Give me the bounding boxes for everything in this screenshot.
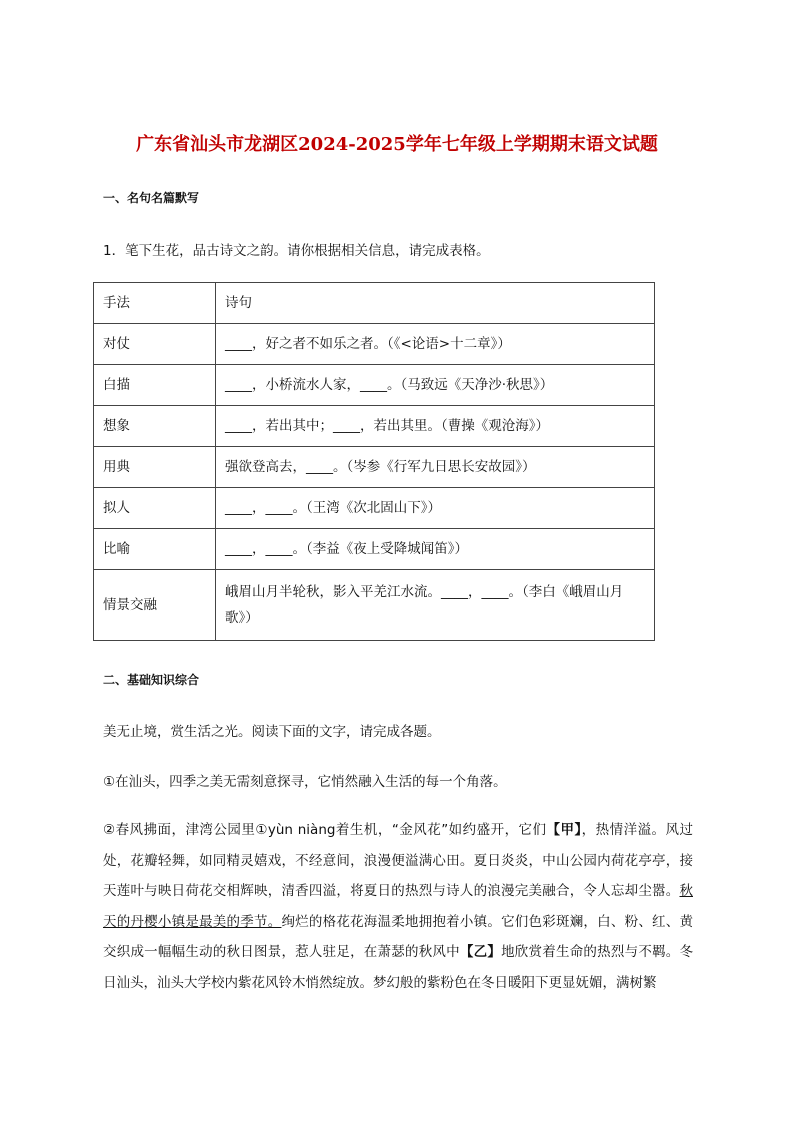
- paragraph-2-text: ，热情洋溢。风过处，花瓣轻舞，如同精灵嬉戏，不经意间，浪漫便溢满心田。夏日炎炎，中山公园内荷花亭亭，接天莲叶与映日荷花交相辉映，清香四溢，将夏日的热烈与诗人的浪漫完美融合，令人忘却尘嚣。: [103, 822, 693, 899]
- paragraph-2-text: ①yùn niàng着生机，“金风花”如约盛开，它们: [255, 822, 547, 838]
- table-row: [94, 447, 655, 488]
- blank-marker-jia: 【甲】: [546, 822, 582, 838]
- table-row: [94, 570, 655, 641]
- table-header-row: [94, 283, 655, 324]
- table-row: [94, 365, 655, 406]
- section-heading-1: 一、名句名篇默写: [103, 191, 200, 205]
- table-row: [94, 488, 655, 529]
- technique-cell: 情景交融: [94, 570, 216, 641]
- paragraph-1: ①在汕头，四季之美无需刻意探寻，它悄然融入生活的每一个角落。: [103, 774, 507, 790]
- table-row: [94, 324, 655, 365]
- table-row: [94, 406, 655, 447]
- verse-cell: ____，____。（王湾《次北固山下》）: [216, 488, 655, 529]
- verse-cell: ____，____。（李益《夜上受降城闻笛》）: [216, 529, 655, 570]
- poetry-table: [93, 282, 655, 641]
- question-1: 1．笔下生花，品古诗文之韵。请你根据相关信息，请完成表格。: [103, 243, 490, 259]
- technique-cell: 对仗: [94, 324, 216, 365]
- technique-cell: 比喻: [94, 529, 216, 570]
- underlined-sentence: 秋天的丹樱小镇是最美的季节。: [103, 883, 693, 930]
- table-header-cell: 诗句: [216, 283, 655, 324]
- table-row: [94, 529, 655, 570]
- verse-cell: ____，好之者不如乐之者。（《<论语>十二章》）: [216, 324, 655, 365]
- table-header-cell: 手法: [94, 283, 216, 324]
- technique-cell: 拟人: [94, 488, 216, 529]
- reading-intro: 美无止境，赏生活之光。阅读下面的文字，请完成各题。: [103, 724, 441, 740]
- verse-cell: 强欲登高去，____。（岑参《行军九日思长安故园》）: [216, 447, 655, 488]
- verse-cell: ____，若出其中；____，若出其里。（曹操《观沧海》）: [216, 406, 655, 447]
- technique-cell: 白描: [94, 365, 216, 406]
- blank-marker-yi: 【乙】: [459, 944, 502, 960]
- paragraph-2-text: 地欣赏着生命的热烈与不羁。冬日汕头，汕头大学校内紫花风铃木悄然绽放。梦幻般的紫粉色在冬日暖阳下更显妩媚，满树繁: [103, 944, 694, 991]
- paragraph-2: [103, 815, 693, 998]
- verse-cell: 峨眉山月半轮秋，影入平羌江水流。____，____。（李白《峨眉山月歌》）: [216, 570, 655, 641]
- document-title: 广东省汕头市龙湖区2024-2025学年七年级上学期期末语文试题: [136, 134, 658, 155]
- paragraph-2-text: 绚烂的格花花海温柔地拥抱着小镇。它们色彩斑斓，白、粉、红、黄交织成一幅幅生动的秋日图景，惹人驻足，在萧瑟的秋风中: [103, 913, 694, 960]
- technique-cell: 想象: [94, 406, 216, 447]
- section-heading-2: 二、基础知识综合: [103, 673, 200, 687]
- verse-cell: ____，小桥流水人家，____。（马致远《天净沙·秋思》）: [216, 365, 655, 406]
- paragraph-2-text: ②春风拂面，津湾公园里: [103, 822, 256, 838]
- technique-cell: 用典: [94, 447, 216, 488]
